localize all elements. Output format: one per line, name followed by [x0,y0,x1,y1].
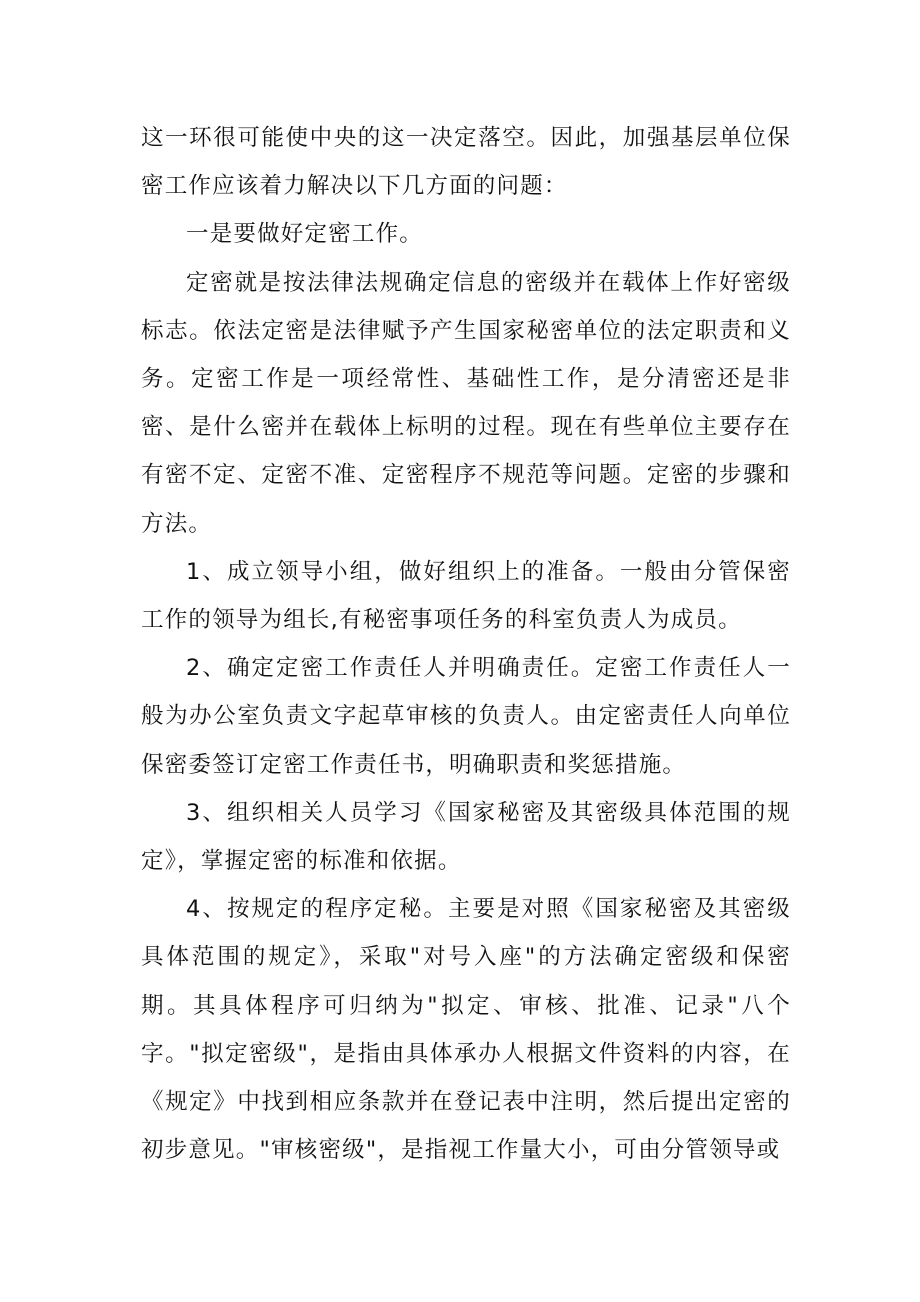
paragraph-dingmi-definition: 定密就是按法律法规确定信息的密级并在载体上作好密级标志。依法定密是法律赋予产生国家秘密单位的法定职责和义务。定密工作是一项经常性、基础性工作，是分清密还是非密、是什么密并在载体上标明的过程。现在有些单位主要存在有密不定、定密不准、定密程序不规范等问题。定密的步骤和方法。 [141,269,791,537]
paragraph-step-3: 3、组织相关人员学习《国家秘密及其密级具体范围的规定》，掌握定密的标准和依据。 [141,799,791,875]
paragraph-step-1: 1、成立领导小组，做好组织上的准备。一般由分管保密工作的领导为组长,有秘密事项任务的科室负责人为成员。 [141,558,791,634]
paragraph-step-2: 2、确定定密工作责任人并明确责任。定密工作责任人一般为办公室负责文字起草审核的负责人。由定密责任人向单位保密委签订定密工作责任书，明确职责和奖惩措施。 [141,655,791,778]
document-body [141,114,791,1174]
paragraph-heading-dingmi: 一是要做好定密工作。 [186,221,424,248]
paragraph-continuation: 这一环很可能使中央的这一决定落空。因此，加强基层单位保密工作应该着力解决以下几方面的问题： [141,125,791,200]
paragraph-step-4: 4、按规定的程序定秘。主要是对照《国家秘密及其密级具体范围的规定》，采取"对号入座"的方法确定密级和保密期。其具体程序可归纳为"拟定、审核、批准、记录"八个字。"拟定密级"，是指由具体承办人根据文件资料的内容，在《规定》中找到相应条款并在登记表中注明，然后提出定密的初步意见。"审核密级"，是指视工作量大小，可由分管领导或 [141,896,791,1164]
